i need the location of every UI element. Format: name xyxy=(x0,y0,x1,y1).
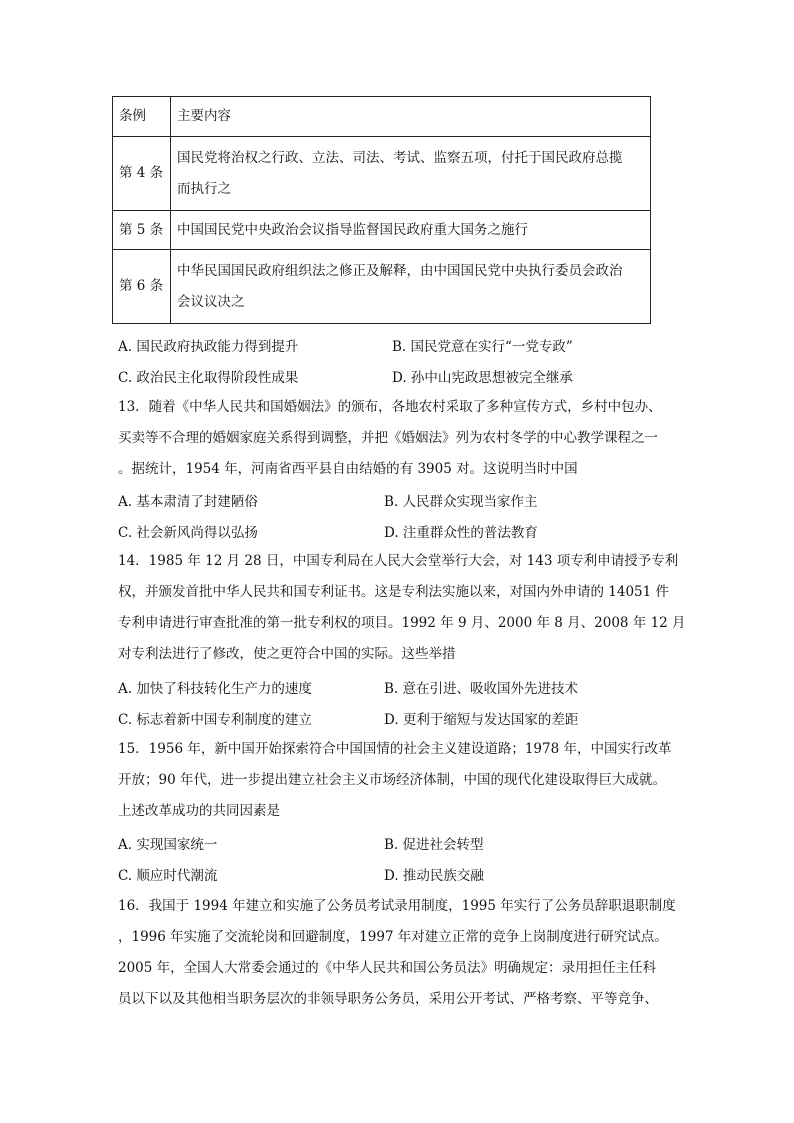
header-content: 主要内容 xyxy=(171,97,651,137)
article-cell: 第 4 条 xyxy=(113,137,171,211)
content-cell xyxy=(171,137,651,211)
q15-line: 15．1956 年，新中国开始探索符合中国国情的社会主义建设道路；1978 年，中国实行改革 xyxy=(118,741,672,757)
table-header-row xyxy=(113,97,651,137)
q14-option-a: A. 加快了科技转化生产力的速度 xyxy=(118,681,312,697)
content-line: 中华民国国民政府组织法之修正及解释，由中国国民党中央执行委员会政治 xyxy=(177,262,623,279)
q13-option-d: D. 注重群众性的普法教育 xyxy=(384,525,538,541)
q15-option-b: B. 促进社会转型 xyxy=(384,837,484,853)
q13-option-b: B. 人民群众实现当家作主 xyxy=(384,494,538,510)
q16-stem xyxy=(118,891,678,1015)
q16-line: 2005 年，全国人大常委会通过的《中华人民共和国公务员法》明确规定：录用担任主任科 xyxy=(118,960,657,976)
table-row xyxy=(113,211,651,250)
article-cell: 第 6 条 xyxy=(113,250,171,324)
q14-line: 权，并颁发首批中华人民共和国专利证书。这是专利法实施以来，对国内外申请的 14051 件 xyxy=(118,584,670,600)
q14-line: 14．1985 年 12 月 28 日，中国专利局在人民大会堂举行大会，对 143 项专利申请授予专利 xyxy=(118,553,679,569)
q15-option-d: D. 推动民族交融 xyxy=(384,868,484,884)
q13-option-a: A. 基本肃清了封建陋俗 xyxy=(118,494,258,510)
content-cell: 中国国民党中央政治会议指导监督国民政府重大国务之施行 xyxy=(171,211,651,250)
q13-stem xyxy=(118,392,678,485)
header-article: 条例 xyxy=(113,97,171,137)
q15-line: 开放；90 年代，进一步提出建立社会主义市场经济体制，中国的现代化建设取得巨大成就。 xyxy=(118,772,666,788)
q14-option-c: C. 标志着新中国专利制度的建立 xyxy=(118,712,312,728)
q12-option-b: B. 国民党意在实行“一党专政” xyxy=(392,339,573,355)
table-row xyxy=(113,137,651,211)
q12-option-d: D. 孙中山宪政思想被完全继承 xyxy=(392,370,573,386)
q15-option-c: C. 顺应时代潮流 xyxy=(118,868,218,884)
content-line: 而执行之 xyxy=(177,180,231,197)
q13-line: 。据统计，1954 年，河南省西平县自由结婚的有 3905 对。这说明当时中国 xyxy=(118,461,578,477)
content-cell xyxy=(171,250,651,324)
table-row xyxy=(113,250,651,324)
q14-line: 专利申请进行审查批准的第一批专利权的项目。1992 年 9 月、2000 年 8 月、2008 年 12 月 xyxy=(118,615,686,631)
q14-line: 对专利法进行了修改，使之更符合中国的实际。这些举措 xyxy=(118,646,456,662)
q16-line: 16．我国于 1994 年建立和实施了公务员考试录用制度，1995 年实行了公务员辞职退职制度 xyxy=(118,898,676,914)
q14-option-b: B. 意在引进、吸收国外先进技术 xyxy=(384,681,579,697)
q13-line: 13．随着《中华人民共和国婚姻法》的颁布，各地农村采取了多种宣传方式，乡村中包办、 xyxy=(118,399,662,415)
q14-option-d: D. 更利于缩短与发达国家的差距 xyxy=(384,712,579,728)
q14-stem xyxy=(118,546,686,670)
content-line: 国民党将治权之行政、立法、司法、考试、监察五项，付托于国民政府总揽 xyxy=(177,149,623,166)
q15-option-a: A. 实现国家统一 xyxy=(118,837,218,853)
regulation-table xyxy=(112,96,651,324)
content-line: 会议议决之 xyxy=(177,293,245,310)
q13-option-c: C. 社会新风尚得以弘扬 xyxy=(118,525,258,541)
article-cell: 第 5 条 xyxy=(113,211,171,250)
q16-line: 员以下以及其他相当职务层次的非领导职务公务员，采用公开考试、严格考察、平等竞争、 xyxy=(118,991,658,1007)
q12-option-c: C. 政治民主化取得阶段性成果 xyxy=(118,370,299,386)
q12-option-a: A. 国民政府执政能力得到提升 xyxy=(118,339,299,355)
q13-line: 买卖等不合理的婚姻家庭关系得到调整，并把《婚姻法》列为农村冬学的中心教学课程之一 xyxy=(118,430,658,446)
q16-line: ，1996 年实施了交流轮岗和回避制度，1997 年对建立正常的竞争上岗制度进行研究试点。 xyxy=(118,929,668,945)
q15-stem xyxy=(118,734,678,827)
q15-line: 上述改革成功的共同因素是 xyxy=(118,803,280,819)
